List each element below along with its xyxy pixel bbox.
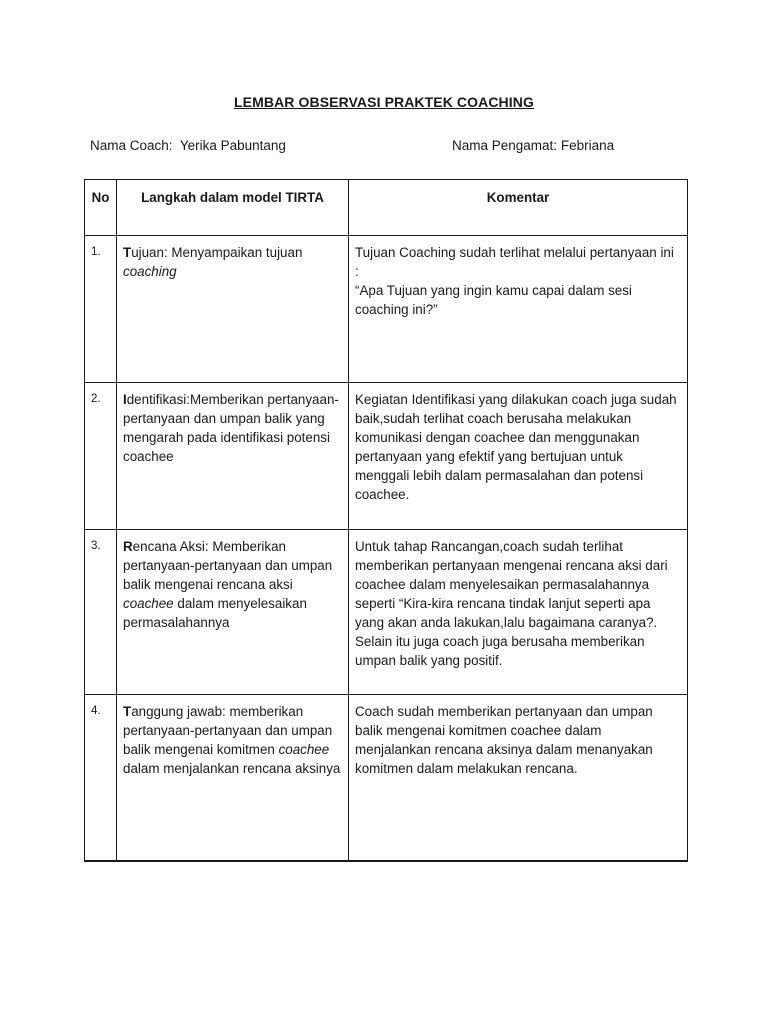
step-text: anggung jawab: memberikan pertanyaan-pertanyaan dan umpan balik mengenai komitmen	[123, 704, 333, 757]
header-step: Langkah dalam model TIRTA	[117, 180, 349, 236]
step-initial: T	[123, 704, 132, 719]
coach-label: Nama Coach:	[90, 138, 173, 153]
comment-line: Selain itu juga coach juga berusaha memberikan umpan balik yang positif.	[355, 634, 645, 668]
comment-line: Tujuan Coaching sudah terlihat melalui pertanyaan ini :	[355, 245, 674, 279]
observer-label: Nama Pengamat:	[452, 138, 558, 153]
step-text: encana Aksi: Memberikan pertanyaan-pertanyaan dan umpan balik mengenai rencana aksi	[123, 539, 333, 592]
observer-name: Febriana	[560, 138, 615, 153]
step-cell	[117, 383, 349, 530]
table-row	[85, 530, 688, 695]
step-cell	[117, 236, 349, 383]
comment-cell	[349, 383, 688, 530]
row-number: 4.	[85, 695, 117, 861]
comment-line: Coach sudah memberikan pertanyaan dan umpan balik mengenai komitmen coachee dalam menjalankan rencana aksinya dalam menanyakan komitmen dalam melakukan rencana.	[355, 704, 653, 776]
comment-cell	[349, 236, 688, 383]
step-text: dentifikasi:Memberikan pertanyaan-pertanyaan dan umpan balik yang mengarah pada identifikasi potensi coachee	[123, 392, 339, 464]
step-initial: I	[123, 392, 127, 407]
observer-info	[452, 138, 614, 153]
page-title: LEMBAR OBSERVASI PRAKTEK COACHING	[234, 94, 534, 110]
row-number: 2.	[85, 383, 117, 530]
table-row	[85, 236, 688, 383]
comment-line: “Apa Tujuan yang ingin kamu capai dalam sesi coaching ini?”	[355, 283, 632, 317]
step-text-after: dalam menyelesaikan permasalahannya	[123, 596, 307, 630]
comment-cell	[349, 695, 688, 861]
step-italic-term: coaching	[123, 264, 177, 279]
step-initial: R	[123, 539, 133, 554]
header-comment: Komentar	[349, 180, 688, 236]
comment-line: Kegiatan Identifikasi yang dilakukan coach juga sudah baik,sudah terlihat coach berusaha melakukan komunikasi dengan coachee dan menggunakan pertanyaan yang efektif yang bertujuan untuk menggali lebih dalam permasalahan dan potensi coachee.	[355, 392, 677, 502]
step-cell	[117, 695, 349, 861]
step-cell	[117, 530, 349, 695]
header-no: No	[85, 180, 117, 236]
comment-line: Untuk tahap Rancangan,coach sudah terlihat memberikan pertanyaan mengenai rencana aksi dari coachee dalam menyelesaikan permasalahannya seperti “Kira-kira rencana tindak lanjut seperti apa yang akan anda lakukan,lalu bagaimana caranya?.	[355, 539, 668, 630]
step-text-after: dalam menjalankan rencana aksinya	[123, 761, 341, 776]
step-initial: T	[123, 245, 132, 260]
coach-name: Yerika Pabuntang	[179, 138, 286, 153]
table-row	[85, 383, 688, 530]
step-text: ujuan: Menyampaikan tujuan	[131, 245, 303, 260]
step-italic-term: coachee	[123, 596, 174, 611]
observation-table	[84, 179, 688, 862]
row-number: 3.	[85, 530, 117, 695]
row-number: 1.	[85, 236, 117, 383]
comment-cell	[349, 530, 688, 695]
table-row	[85, 695, 688, 861]
coach-info	[90, 138, 286, 153]
table-header-row	[85, 180, 688, 236]
step-italic-term: coachee	[278, 742, 330, 757]
